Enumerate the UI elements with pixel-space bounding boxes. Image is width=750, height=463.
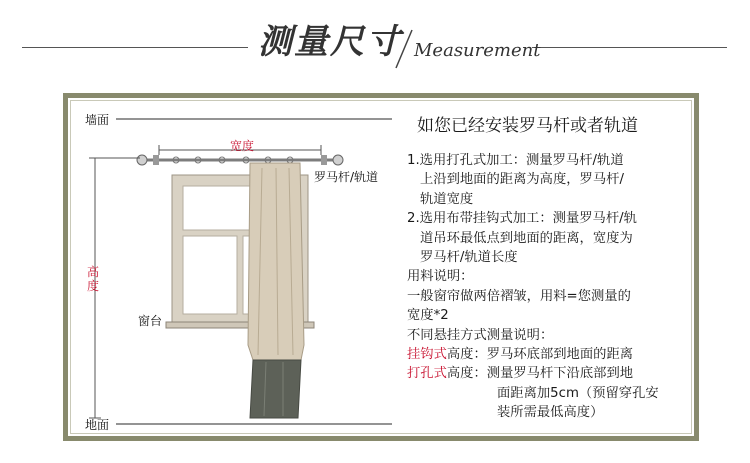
width-label: 宽度 xyxy=(230,139,255,153)
instruction-line: 1.选用打孔式加工：测量罗马杆/轨道 xyxy=(407,153,624,168)
instructions-title: 如您已经安装罗马杆或者轨道 xyxy=(417,116,638,136)
hook-method-label: 高度： xyxy=(446,347,487,363)
instruction-line: 轨道宽度 xyxy=(420,191,474,207)
hook-method-line xyxy=(407,345,691,364)
material-line: 一般窗帘做两倍褶皱，用料=您测量的 xyxy=(407,288,631,304)
instruction-line: 2.选用布带挂钩式加工：测量罗马杆/轨 xyxy=(407,211,637,227)
window-pane-left xyxy=(183,236,237,314)
instruction-line: 上沿到地面的距离为高度，罗马杆/ xyxy=(420,172,624,188)
grommet-method-line: 装所需最低高度） xyxy=(497,405,604,421)
grommet-method-name: 打孔式 xyxy=(407,366,447,382)
grommet-method-line: 面距离加5cm（预留穿孔安 xyxy=(497,385,659,401)
curtain-bottom-band xyxy=(250,360,301,418)
rod-bracket-left xyxy=(153,155,159,165)
grommet-method-label: 高度： xyxy=(446,366,487,382)
material-heading: 用料说明： xyxy=(407,269,474,285)
rod-finial-right-icon xyxy=(333,155,343,165)
instructions-text xyxy=(407,151,691,423)
hook-method-name: 挂钩式 xyxy=(407,347,447,363)
material-line: 宽度*2 xyxy=(407,308,449,324)
page-title: 测量尺寸 xyxy=(258,22,402,62)
rod-bracket-right xyxy=(321,155,327,165)
floor-label: 地面 xyxy=(85,418,110,432)
sill-label: 窗台 xyxy=(138,314,163,328)
rod-label: 罗马杆/轨道 xyxy=(314,170,379,184)
hook-method-text: 罗马环底部到地面的距离 xyxy=(486,347,634,363)
grommet-method-line xyxy=(407,364,691,383)
rod-finial-left-icon xyxy=(137,155,147,165)
wall-label: 墙面 xyxy=(85,113,110,127)
instruction-line: 罗马杆/轨道长度 xyxy=(420,250,518,266)
instruction-line: 道吊环最低点到地面的距离，宽度为 xyxy=(420,230,633,246)
page-subtitle: Measurement xyxy=(414,40,541,61)
height-label: 高度 xyxy=(87,265,100,293)
grommet-method-text: 测量罗马杆下沿底部到地 xyxy=(486,366,634,382)
methods-heading: 不同悬挂方式测量说明： xyxy=(407,327,554,343)
